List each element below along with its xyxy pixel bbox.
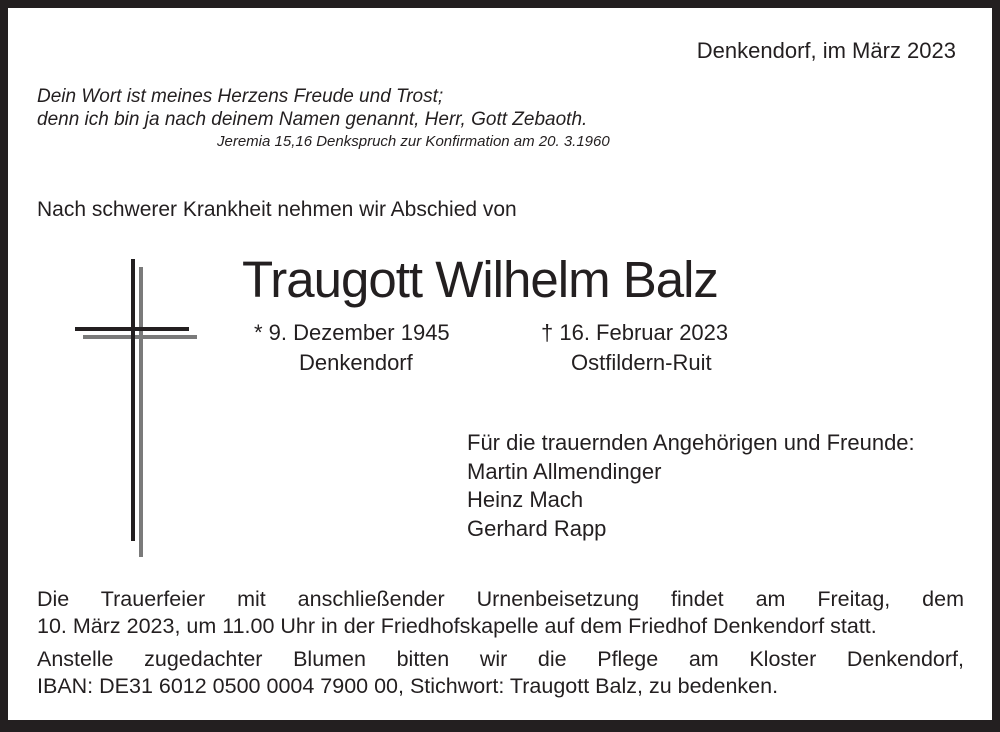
mourner-name: Heinz Mach xyxy=(467,487,584,512)
donation-line-2: IBAN: DE31 6012 0500 0004 7900 00, Stichwort: Traugott Balz, zu bedenken. xyxy=(37,674,779,698)
mourners-block xyxy=(467,429,915,543)
mourners-heading: Für die trauernden Angehörigen und Freunde: xyxy=(467,430,915,455)
birth-place: Denkendorf xyxy=(299,350,413,375)
verse-reference: Jeremia 15,16 Denkspruch zur Konfirmation am 20. 3.1960 xyxy=(217,133,610,150)
donation-paragraph xyxy=(37,646,964,700)
service-line-2: 10. März 2023, um 11.00 Uhr in der Friedhofskapelle auf dem Friedhof Denkendorf statt. xyxy=(37,614,877,638)
place-date: Denkendorf, im März 2023 xyxy=(696,38,956,63)
service-line-1: Die Trauerfeier mit anschließender Urnenbeisetzung findet am Freitag, dem xyxy=(37,587,964,611)
donation-line-1: Anstelle zugedachter Blumen bitten wir die Pflege am Kloster Denkendorf, xyxy=(37,647,964,671)
service-paragraph xyxy=(37,586,964,640)
birth-date: * 9. Dezember 1945 xyxy=(254,320,450,345)
death-date: † 16. Februar 2023 xyxy=(541,320,729,345)
mourner-name: Martin Allmendinger xyxy=(467,458,662,484)
mourner-name: Gerhard Rapp xyxy=(467,515,607,541)
deceased-name: Traugott Wilhelm Balz xyxy=(242,251,718,308)
intro-text: Nach schwerer Krankheit nehmen wir Abschied von xyxy=(37,198,517,221)
verse-line-2: denn ich bin ja nach deinem Namen genannt, Herr, Gott Zebaoth. xyxy=(37,109,588,130)
death-place: Ostfildern-Ruit xyxy=(571,350,712,375)
obituary-notice xyxy=(8,8,992,720)
verse-line-1: Dein Wort ist meines Herzens Freude und Trost; xyxy=(37,86,444,107)
